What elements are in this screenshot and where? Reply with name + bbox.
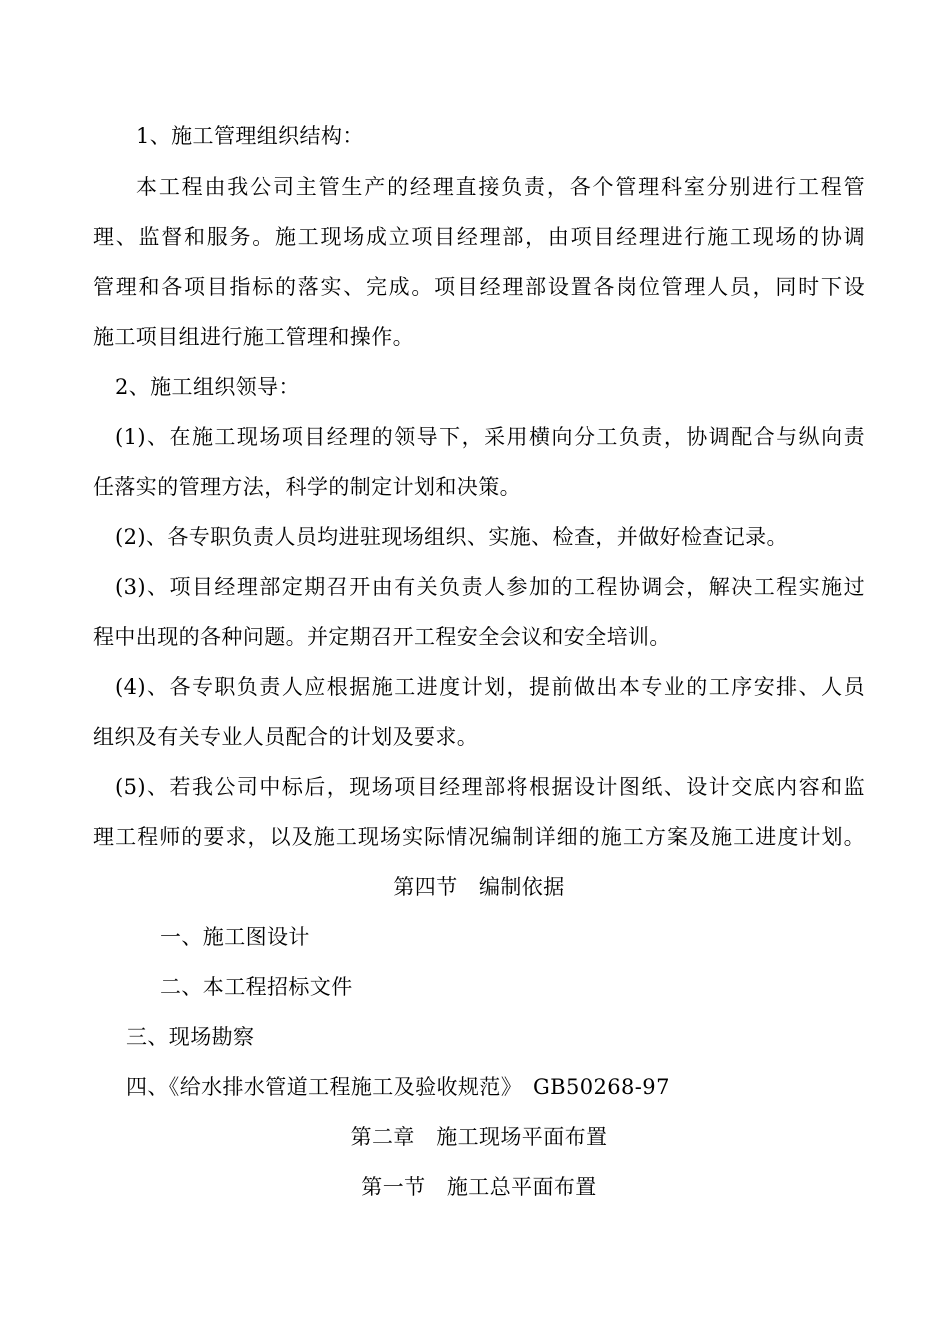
basis-item-2: 二、本工程招标文件 (160, 975, 353, 999)
basis-item-1: 一、施工图设计 (160, 925, 310, 949)
paragraph-line: 施工项目组进行施工管理和操作。 (93, 325, 414, 349)
section-title-basis: 第四节 编制依据 (393, 875, 565, 899)
paragraph-line: 管理和各项目指标的落实、完成。项目经理部设置各岗位管理人员，同时下设 (93, 275, 865, 299)
heading-org-structure: 1、施工管理组织结构： (136, 124, 364, 148)
list-item-1-cont: 任落实的管理方法，科学的制定计划和决策。 (93, 475, 521, 499)
section-title-layout: 第一节 施工总平面布置 (361, 1175, 597, 1199)
list-item-4-cont: 组织及有关专业人员配合的计划及要求。 (93, 725, 479, 749)
list-item-5: (5)、若我公司中标后，现场项目经理部将根据设计图纸、设计交底内容和监 (115, 775, 865, 799)
list-item-4: (4)、各专职负责人应根据施工进度计划，提前做出本专业的工序安排、人员 (115, 675, 865, 699)
list-item-3: (3)、项目经理部定期召开由有关负责人参加的工程协调会，解决工程实施过 (115, 575, 865, 599)
basis-item-3: 三、现场勘察 (126, 1025, 255, 1049)
list-item-1: (1)、在施工现场项目经理的领导下，采用横向分工负责，协调配合与纵向责 (115, 425, 865, 449)
heading-org-leadership: 2、施工组织领导： (115, 375, 300, 399)
list-item-3-cont: 程中出现的各种问题。并定期召开工程安全会议和安全培训。 (93, 625, 671, 649)
basis-item-4: 四、《给水排水管道工程施工及验收规范》 GB50268-97 (126, 1075, 670, 1099)
paragraph-line: 本工程由我公司主管生产的经理直接负责，各个管理科室分别进行工程管 (136, 175, 865, 199)
list-item-5-cont: 理工程师的要求，以及施工现场实际情况编制详细的施工方案及施工进度计划。 (93, 825, 865, 849)
list-item-2: (2)、各专职负责人员均进驻现场组织、实施、检查，并做好检查记录。 (115, 525, 788, 549)
paragraph-line: 理、监督和服务。施工现场成立项目经理部，由项目经理进行施工现场的协调 (93, 225, 865, 249)
chapter-title: 第二章 施工现场平面布置 (350, 1125, 608, 1149)
